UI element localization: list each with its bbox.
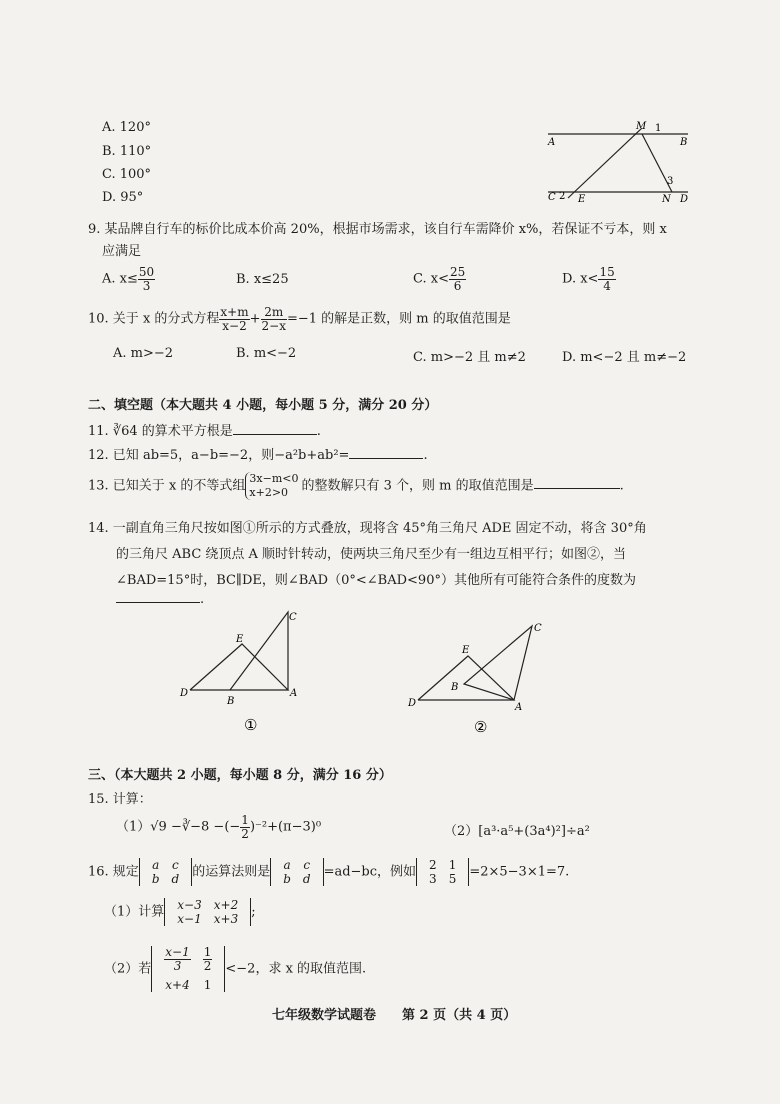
q8-option-d: D. 95° [102, 190, 144, 205]
q8-label-2: 2 [559, 191, 566, 202]
q8-figure [540, 114, 700, 206]
q9-option-d: D. x< $\frac{15}{4}$ [562, 265, 615, 293]
q10-stem: 10. 关于 x 的分式方程 $\frac{x+m}{x-2}$ + $\frac{2m}{2-x}$ =−1 的解是正数，则 m 的取值范围是 [88, 305, 511, 333]
fig1-caption: ① [244, 716, 258, 734]
q16-part2-det: $\frac{x-1}{3}$ $\frac{1}{2}$ x+4 1 [151, 946, 225, 992]
fig2-label-b: B [451, 682, 459, 693]
q9-line1: 9. 某品牌自行车的标价比成本价高 20%，根据市场需求，该自行车需降价 x%，若保证不亏本，则 x [88, 222, 667, 237]
q16-part2: （2）若 $\frac{x-1}{3}$ $\frac{1}{2}$ x+4 1 <−2，求 x 的取值范围. [104, 945, 367, 993]
q8-label-m: M [636, 121, 647, 132]
q14-line2: 的三角尺 ABC 绕顶点 A 顺时针转动，使两块三角尺至少有一组边互相平行；如图②，当 [116, 547, 627, 562]
q8-label-d: D [680, 194, 689, 205]
q9-option-c: C. x< $\frac{25}{6}$ [413, 265, 466, 293]
q16-stem: 16. 规定 a c b d 的运算法则是 a c b d =ad−bc，例如 2 1 3 5 =2×5−3×1=7. [88, 858, 570, 886]
fig2-caption: ② [474, 718, 488, 736]
q14-figure-1 [170, 606, 320, 736]
q16-rule-det: a c b d [270, 858, 323, 886]
q14-figure-2 [400, 616, 570, 742]
q11: 11. ∛64 的算术平方根是 . [88, 424, 321, 439]
q8-option-c: C. 100° [102, 167, 152, 182]
q9-line2: 应满足 [102, 244, 142, 259]
q14-line3: ∠BAD=15°时，BC∥DE，则∠BAD（0°<∠BAD<90°）其他所有可能符合条件的度数为 [116, 573, 636, 588]
fig2-label-e: E [462, 645, 470, 656]
q16-part1-det: x−3 x+2 x−1 x+3 [164, 898, 251, 926]
q8-label-1: 1 [655, 123, 662, 134]
q8-label-b: B [680, 137, 688, 148]
fig1-label-e: E [236, 634, 244, 645]
q10-option-d: D. m<−2 且 m≠−2 [562, 350, 687, 365]
section-2-title: 二、填空题（本大题共 4 小题，每小题 5 分，满分 20 分） [88, 398, 438, 413]
q12: 12. 已知 ab=5，a−b=−2，则−a²b+ab²= . [88, 448, 428, 463]
fig2-label-a: A [515, 702, 523, 713]
q14-answer-blank: . [116, 590, 204, 607]
fig1-label-d: D [180, 688, 189, 699]
page-footer: 七年级数学试题卷 第 2 页（共 4 页） [272, 1008, 517, 1023]
q9-option-a: A. x≤ $\frac{50}{3}$ [102, 265, 155, 293]
q8-label-a: A [548, 137, 556, 148]
fig2-label-c: C [534, 623, 542, 634]
fig1-label-b: B [227, 696, 235, 707]
q10-option-a: A. m>−2 [113, 346, 174, 361]
q16-example-det: 2 1 3 5 [416, 858, 469, 886]
section-3-title: 三、（本大题共 2 小题，每小题 8 分，满分 16 分） [88, 768, 392, 783]
q8-label-c: C [548, 192, 556, 203]
q8-label-n: N [662, 194, 671, 205]
q10-option-c: C. m>−2 且 m≠2 [413, 350, 526, 365]
q15-part2: （2）[a³·a⁵+(3a⁴)²]÷a² [444, 824, 590, 839]
q8-option-a: A. 120° [102, 120, 151, 135]
q10-option-b: B. m<−2 [236, 346, 297, 361]
fig2-label-d: D [408, 698, 417, 709]
q15-title: 15. 计算： [88, 792, 152, 807]
q9-option-b: B. x≤25 [236, 272, 289, 287]
fig1-label-c: C [289, 612, 297, 623]
q14-line1: 14. 一副直角三角尺按如图①所示的方式叠放，现将含 45°角三角尺 ADE 固定不动，将含 30°角 [88, 521, 647, 536]
q16-part1: （1）计算 x−3 x+2 x−1 x+3 ; [104, 898, 256, 926]
q16-symbol-det: a c b d [139, 858, 192, 886]
q15-part1: （1）√9 −∛−8 −(− $\frac{1}{2}$ )⁻²+(π−3)⁰ [116, 813, 322, 841]
q8-label-e: E [578, 194, 586, 205]
q8-label-3: 3 [667, 176, 674, 187]
fig1-label-a: A [290, 688, 298, 699]
q8-option-b: B. 110° [102, 144, 152, 159]
q13: 13. 已知关于 x 的不等式组 3x−m<0 x+2>0 的整数解只有 3 个，则 m 的取值范围是 . [88, 472, 624, 499]
